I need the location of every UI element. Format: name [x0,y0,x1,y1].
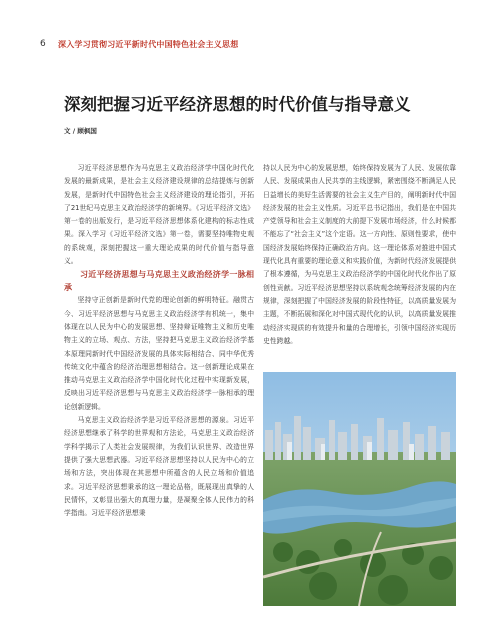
intro-paragraph: 习近平经济思想作为马克思主义政治经济学中国化时代化发展的最新成果，是社会主义经济建设规律的总结提炼与创新发展，是新时代中国特色社会主义经济建设的理论指引，开拓了21世纪马克思主义政治经济学的新境界。《习近平经济文选》第一卷的出版发行，是习近平经济思想体系化建构的标志性成果。深入学习《习近平经济文选》第一卷，需要坚持唯物史观的系统观，深刻把握这一重大理论成果的时代价值与指导意义。 [64,164,254,266]
article-title: 深刻把握习近平经济思想的时代价值与指导意义 [64,95,411,114]
body-paragraph: 马克思主义政治经济学是习近平经济思想的源泉。习近平经济思想继承了科学的世界观和方法论，马克思主义政治经济学科学揭示了人类社会发展规律，为我们认识世界、改造世界提供了强大思想武器。习近平经济思想坚持以人民为中心的立场和方法，突出体现在其思想中所蕴含的人民立场和价值追求。习近平经济思想秉承的这一理论品格，既展现出真挚的人民情怀，又彰显出强大的真理力量，是凝聚全体人民伟力的科学指南。习近平经济思想秉 [64,416,254,518]
right-column [263,162,456,348]
section-heading: 习近平经济思想与马克思主义政治经济学一脉相承 [64,270,254,293]
running-header [40,37,455,51]
city-aerial-image [263,372,456,606]
article-photo [263,372,456,606]
body-paragraph-continued: 持以人民为中心的发展思想，始终保持发展为了人民、发展依靠人民、发展成果由人民共享的主线逻辑，紧密围绕不断满足人民日益增长的美好生活需要的社会主义生产目的，阐明新时代中国经济发展的社会主义性质。习近平总书记指出，我们是在中国共产党领导和社会主义制度的大前提下发展市场经济，什么时候都不能忘了“社会主义”这个定语。这一方向性、原则性要求，使中国经济发展始终保持正确政治方向。这一理论体系对推进中国式现代化具有重要的理论意义和实践价值，为新时代经济发展提供了根本遵循，为马克思主义政治经济学的中国化时代化作出了原创性贡献。习近平经济思想坚持以系统观念统筹经济发展的内在规律，深刻把握了中国经济发展的阶段性特征，以高质量发展为主题，不断拓展和深化对中国式现代化的认识，以高质量发展推动经济实现质的有效提升和量的合理增长，引领中国经济实现历史性跨越。 [263,164,456,345]
article-byline: 文 / 顾枫国 [64,127,97,135]
body-paragraph: 坚持守正创新是新时代党的理论创新的鲜明特征。融贯古今、习近平经济思想与马克思主义政治经济学有机统一，集中体现在以人民为中心的发展思想、坚持辩证唯物主义和历史唯物主义的立场、观点、方法，坚持把马克思主义政治经济学基本原理同新时代中国经济发展的具体实际相结合、同中华优秀传统文化中蕴含的经济治理思想相结合。这一创新理论成果在推动马克思主义政治经济学中国化时代化过程中实现新发展，反映出习近平经济思想与马克思主义政治经济学一脉相承的理论创新逻辑。 [64,296,254,411]
running-head-title: 深入学习贯彻习近平新时代中国特色社会主义思想 [58,39,239,49]
left-column [64,162,254,520]
page-number: 6 [40,39,46,49]
